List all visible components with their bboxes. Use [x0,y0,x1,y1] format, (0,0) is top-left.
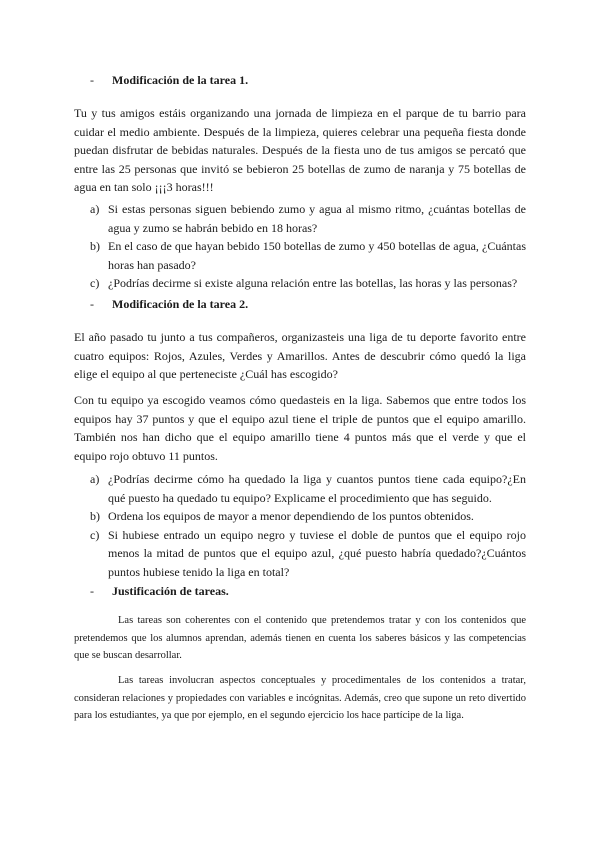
list-text: ¿Podrías decirme cómo ha quedado la liga y cuantos puntos tiene cada equipo?¿En qué puesto ha quedado tu equipo? Explicame el procedimiento que has seguido. [108,472,526,505]
list-text: Si hubiese entrado un equipo negro y tuviese el doble de puntos que el equipo rojo menos la mitad de puntos que el equipo azul, ¿qué puesto habría quedado?¿Cuántos puntos hubiese tenido la liga en total? [108,527,526,579]
list-marker: a) [90,472,100,486]
justification-paragraph-1: Las tareas son coherentes con el contenido que pretendemos tratar y con los contenidos que pretendemos que los alumnos aprendan, además tienen en cuenta los saberes básicos y las competencias que se buscan desarrollar. [74,615,526,661]
section-heading-justification [90,584,229,599]
list-item [90,274,526,293]
section-heading-task1 [90,73,248,88]
list-text: Si estas personas siguen bebiendo zumo y agua al mismo ritmo, ¿cuántas botellas de agua y zumo se habrán bebido en 18 horas? [108,202,526,235]
list-marker: a) [90,202,100,216]
list-text: ¿Podrías decirme si existe alguna relación entre las botellas, las horas y las personas? [108,276,518,290]
section-heading-task2 [90,297,248,312]
heading-dash: - [90,584,94,598]
heading-dash: - [90,297,94,311]
heading-title: Justificación de tareas. [112,584,229,598]
list-item [90,200,526,237]
list-text: En el caso de que hayan bebido 150 botellas de zumo y 450 botellas de agua, ¿Cuántas horas han pasado? [108,239,526,272]
task1-paragraph: Tu y tus amigos estáis organizando una jornada de limpieza en el parque de tu barrio para cuidar el medio ambiente. Después de la limpieza, quieres celebrar una pequeña fiesta donde puedan disfrutar de bebidas naturales. Después de la fiesta uno de tus amigos se percató que entre las 25 personas que invitó se bebieron 25 botellas de zumo de naranja y 75 botellas de agua en tan solo ¡¡¡3 horas!!! [74,106,526,194]
list-item [90,237,526,274]
list-marker: c) [90,276,100,290]
list-marker: b) [90,239,100,253]
list-item [90,526,526,582]
heading-title: Modificación de la tarea 1. [112,73,249,87]
list-marker: b) [90,509,100,523]
task1-question-list [90,200,526,293]
task2-question-list [90,470,526,581]
list-text: Ordena los equipos de mayor a menor dependiendo de los puntos obtenidos. [108,509,474,523]
heading-dash: - [90,73,94,87]
heading-title: Modificación de la tarea 2. [112,297,249,311]
list-item [90,470,526,507]
task2-paragraph-1: El año pasado tu junto a tus compañeros, organizasteis una liga de tu deporte favorito entre cuatro equipos: Rojos, Azules, Verdes y Amarillos. Antes de descubrir cómo quedó la liga elige el equipo al que perteneciste ¿Cuál has escogido? [74,330,526,381]
list-marker: c) [90,527,100,542]
task2-paragraph-2: Con tu equipo ya escogido veamos cómo quedasteis en la liga. Sabemos que entre todos los equipos hay 37 puntos y que el equipo azul tiene el triple de puntos que el equipo amarillo. También nos han dicho que el equipo amarillo tiene 4 puntos más que el verde y que el equipo rojo obtuvo 11 puntos. [74,393,526,463]
list-item [90,507,526,526]
justification-paragraph-2: Las tareas involucran aspectos conceptuales y procedimentales de los contenidos a tratar, consideran relaciones y propiedades con variables e incógnitas. Además, creo que supone un reto divertido para los estudiantes, ya que por ejemplo, en el segundo ejercicio los hace partícipe de la liga. [74,675,526,721]
